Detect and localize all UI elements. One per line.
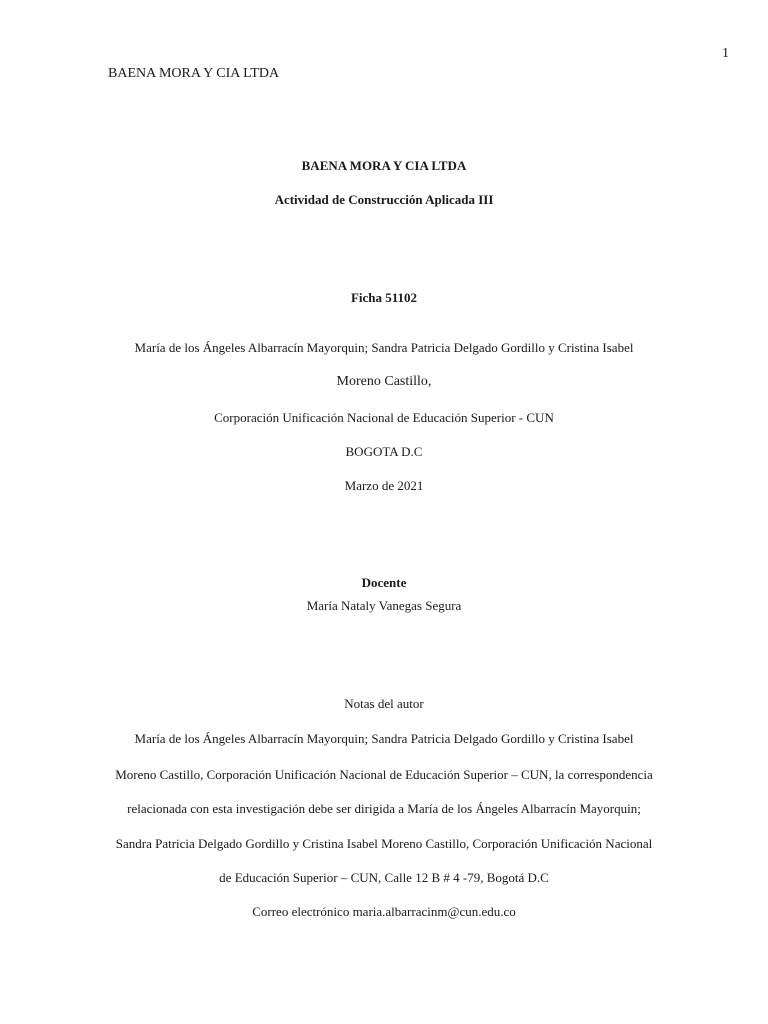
running-head: BAENA MORA Y CIA LTDA bbox=[108, 66, 280, 81]
page-number: 1 bbox=[722, 46, 729, 61]
document-title: BAENA MORA Y CIA LTDA bbox=[301, 158, 467, 173]
author-notes-line: Sandra Patricia Delgado Gordillo y Cristina Isabel Moreno Castillo, Corporación Unificación Nacional bbox=[115, 836, 653, 851]
ficha-number: Ficha 51102 bbox=[350, 290, 418, 305]
author-notes-line: María de los Ángeles Albarracín Mayorquin; Sandra Patricia Delgado Gordillo y Cristina Isabel bbox=[134, 731, 634, 746]
author-notes-line: Moreno Castillo, Corporación Unificación Nacional de Educación Superior – CUN, la correspondencia bbox=[115, 767, 653, 782]
author-notes-line: relacionada con esta investigación debe ser dirigida a María de los Ángeles Albarracín Mayorquin; bbox=[127, 801, 641, 816]
authors-line-1: María de los Ángeles Albarracín Mayorquin; Sandra Patricia Delgado Gordillo y Cristina Isabel bbox=[134, 340, 634, 355]
docente-name: María Nataly Vanegas Segura bbox=[306, 598, 462, 613]
institution: Corporación Unificación Nacional de Educación Superior - CUN bbox=[214, 410, 554, 425]
authors-line-2: Moreno Castillo, bbox=[336, 374, 432, 389]
date: Marzo de 2021 bbox=[344, 478, 424, 493]
document-subtitle: Actividad de Construcción Aplicada III bbox=[274, 192, 494, 207]
author-notes-line: de Educación Superior – CUN, Calle 12 B # 4 -79, Bogotá D.C bbox=[219, 870, 549, 885]
author-notes-email: Correo electrónico maria.albarracinm@cun.edu.co bbox=[252, 904, 516, 919]
author-notes-heading: Notas del autor bbox=[344, 696, 424, 711]
docente-label: Docente bbox=[361, 575, 407, 590]
city: BOGOTA D.C bbox=[345, 444, 423, 459]
